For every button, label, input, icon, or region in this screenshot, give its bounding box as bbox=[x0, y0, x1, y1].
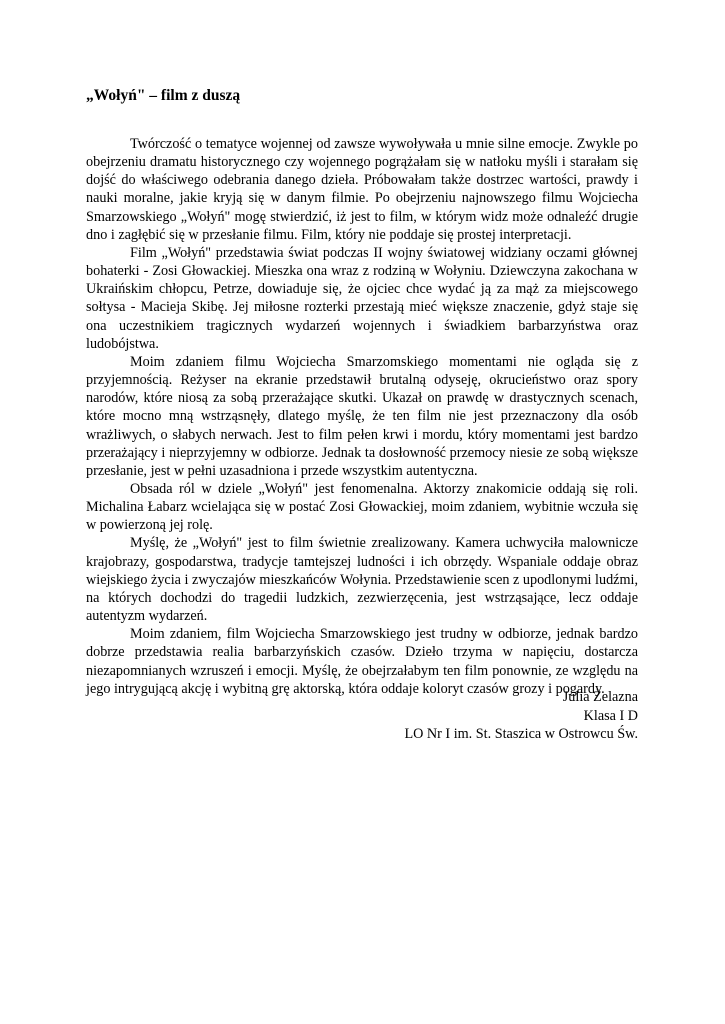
paragraph-production: Myślę, że „Wołyń" jest to film świetnie zrealizowany. Kamera uchwyciła malownicze krajobrazy, gospodarstwa, tradycje tamtejszej ludności i ich obrzędy. Wspaniale oddaje obraz wiejskiego życia i zwyczajów mieszkańców Wołynia. Przedstawienie scen z upodlonymi ludźmi, na których dochodzi do tragedii ludzkich, zezwierzęcenia, jest wstrząsające, lecz oddaje autentyzm wydarzeń. bbox=[86, 535, 638, 625]
paragraph-violence: Moim zdaniem filmu Wojciecha Smarzomskiego momentami nie ogląda się z przyjemnością. Reżyser na ekranie przedstawił brutalną odyseję, okrucieństwo oraz spory narodów, które niosą za sobą przerażające skutki. Ukazał on prawdę w drastycznych scenach, które mocno mną wstrząsnęły, dlatego myślę, że ten film nie jest przeznaczony dla osób wrażliwych, o słabych nerwach. Jest to film pełen krwi i mordu, który momentami jest bardzo przerażający i nieprzyjemny w odbiorze. Jednak ta dosłowność przemocy niesie ze sobą większe przesłanie, jest w pełni uzasadniona i przede wszystkim autentyczna. bbox=[86, 353, 638, 479]
author-name: Julia Żelazna bbox=[562, 689, 638, 705]
signature-block bbox=[404, 688, 638, 744]
article-body bbox=[86, 135, 638, 698]
paragraph-cast: Obsada ról w dziele „Wołyń" jest fenomenalna. Aktorzy znakomicie oddają się roli. Michalina Łabarz wcielająca się w postać Zosi Głowackiej, moim zdaniem, wybitnie wczuła się w powierzoną jej rolę. bbox=[86, 480, 638, 534]
document-title: „Wołyń" – film z duszą bbox=[86, 87, 241, 104]
paragraph-plot: Film „Wołyń" przedstawia świat podczas II wojny światowej widziany oczami głównej bohaterki - Zosi Głowackiej. Mieszka ona wraz z rodziną w Wołyniu. Dziewczyna zakochana w Ukraińskim chłopcu, Petrze, dowiaduje się, że ojciec chce wydać ją za mąż za miejscowego sołtysa - Macieja Skibę. Jej miłosne rozterki przestają mieć większe znaczenie, gdyż staje się ona uczestnikiem tragicznych wydarzeń wojennych i świadkiem barbarzyństwa oraz ludobójstwa. bbox=[86, 244, 638, 352]
author-class: Klasa I D bbox=[583, 707, 638, 724]
paragraph-intro: Twórczość o tematyce wojennej od zawsze wywoływała u mnie silne emocje. Zwykle po obejrzeniu dramatu historycznego czy wojennego pogrążałam się w natłoku myśli i starałam się dojść do właściwego odebrania danego dzieła. Próbowałam także dostrzec wartości, prawdy i nauki moralne, jakie kryją się w danym filmie. Po obejrzeniu najnowszego filmu Wojciecha Smarzowskiego „Wołyń" mogę stwierdzić, iż jest to film, w którym widz może odnaleźć drugie dno i zagłębić się w przesłanie filmu. Film, który nie poddaje się prostej interpretacji. bbox=[86, 136, 638, 243]
paragraph-conclusion: Moim zdaniem, film Wojciecha Smarzowskiego jest trudny w odbiorze, jednak bardzo dobrze przedstawia realia barbarzyńskich czasów. Dzieło trzyma w napięciu, dostarcza niezapomnianych wzruszeń i emocji. Myślę, że obejrzałabym ten film ponownie, ze względu na jego intrygującą akcję i wybitną grę aktorską, która oddaje koloryt czasów grozy i pogardy. bbox=[86, 626, 638, 697]
author-school: LO Nr I im. St. Staszica w Ostrowcu Św. bbox=[404, 726, 638, 742]
